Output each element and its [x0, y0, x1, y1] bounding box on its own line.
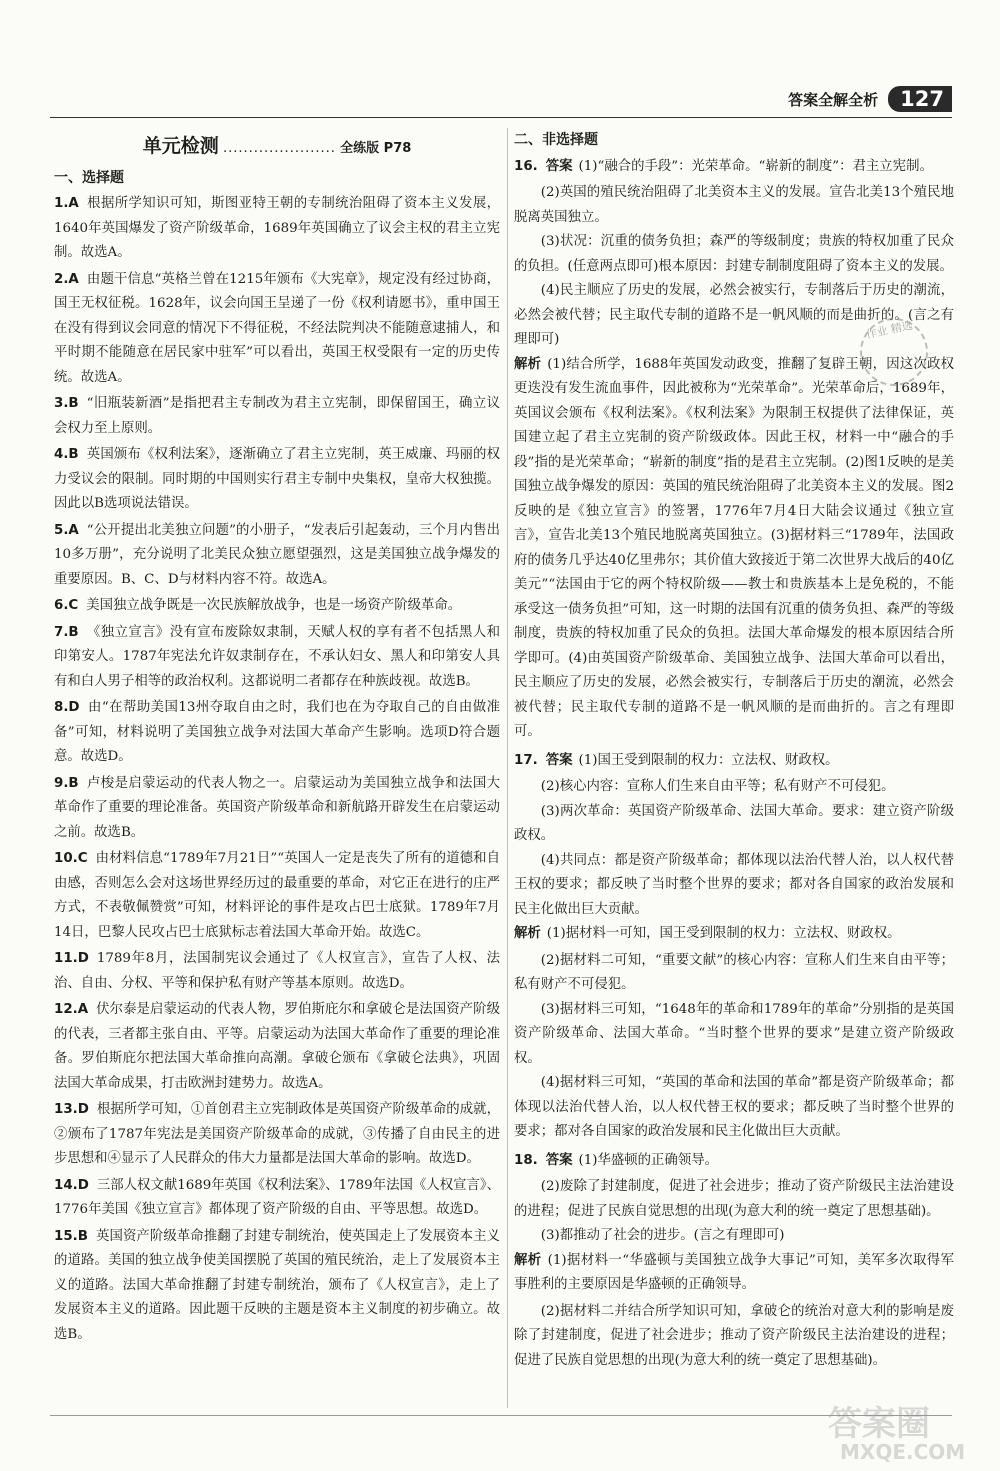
choice-item	[54, 443, 500, 517]
choice-item-number: 12.A	[54, 1002, 89, 1017]
choice-item	[54, 947, 500, 996]
choice-item	[54, 621, 500, 695]
q17-answer-4: (4)共同点：都是资产阶级革命；都体现以法治代替人治，以人权代替王权的要求；都反映了当时整个世界的要求；都对各自国家的政治发展和民主化做出巨大贡献。	[514, 852, 954, 917]
q16-answer-label: 答案	[545, 158, 573, 174]
choice-item	[54, 1225, 500, 1348]
q17-answer-label: 答案	[545, 752, 573, 768]
q18-num: 18.	[514, 1152, 538, 1168]
choice-item-number: 4.B	[54, 447, 79, 462]
choice-item	[54, 1098, 500, 1172]
stamp-text: 作业 精选	[864, 318, 914, 342]
q17-answer-3: (3)两次革命：英国资产阶级革命、法国大革命。要求：建立资产阶级政权。	[514, 803, 954, 843]
choice-item-text: 由题干信息“英格兰曾在1215年颁布《大宪章》，规定没有经过协商，国王无权征税。1628年，议会向国王呈递了一份《权利请愿书》，重申国王在没有得到议会同意的情况下不得征税，不经法院判决不能随意逮捕人，和平时期不能随意在居民家中驻军”可以看出，英国王权受限有一定的历史传统。故选A。	[54, 271, 500, 385]
choice-item-number: 15.B	[54, 1228, 88, 1244]
q18-answer-3: (3)都推动了社会的进步。(言之有理即可)	[540, 1228, 785, 1243]
choice-item-number: 14.D	[54, 1177, 89, 1193]
choice-item	[54, 392, 500, 441]
choice-item-text: 1789年8月，法国制宪议会通过了《人权宣言》，宣告了人权、法治、自由、分权、平等和保护私有财产等基本原则。故选D。	[54, 951, 500, 991]
choice-item-number: 13.D	[54, 1102, 89, 1117]
question-16	[514, 155, 954, 745]
choice-item-number: 6.C	[54, 598, 79, 613]
page-header	[788, 86, 952, 112]
choice-item-number: 11.D	[54, 951, 89, 966]
choice-item-text: “旧瓶装新酒”是指把君主专制改为君主立宪制，即保留国王，确立议会权力至上原则。	[54, 396, 500, 436]
q16-answer-2: (2)英国的殖民统治阻碍了北美资本主义的发展。宣告北美13个殖民地脱离英国独立。	[514, 185, 954, 225]
q17-analysis-3: (3)据材料三可知，“1648年的革命和1789年的革命”分别指的是英国资产阶级革命、法国大革命。“当时整个世界的要求”是建立资产阶级政权。	[514, 1001, 954, 1066]
q16-num: 16.	[514, 158, 538, 174]
choice-item	[54, 696, 500, 770]
choice-item-text: 英国资产阶级革命推翻了封建专制统治，使英国走上了发展资本主义的道路。美国的独立战争使美国摆脱了英国的殖民统治，走上了发展资本主义的道路。法国大革命推翻了封建专制统治，颁布了《人权宣言》，走上了发展资本主义的道路。因此题干反映的主题是资本主义制度的初步确立。故选B。	[54, 1228, 500, 1342]
choice-item-number: 7.B	[54, 624, 79, 640]
choice-item	[54, 772, 500, 846]
q17-analysis-4: (4)据材料三可知，“英国的革命和法国的革命”都是资产阶级革命；都体现以法治代替人治，以人权代替王权的要求；都反映了当时整个世界的要求；都对各自国家的政治发展和民主化做出巨大贡献。	[514, 1075, 954, 1139]
choice-item-number: 2.A	[54, 271, 79, 287]
site-watermark-logo	[820, 1396, 980, 1466]
unit-ref: 全练版 P78	[340, 141, 412, 156]
right-column	[514, 128, 954, 1373]
choice-item-text: 美国独立战争既是一次民族解放战争，也是一场资产阶级革命。	[86, 598, 462, 613]
choice-items	[54, 192, 500, 1347]
choice-item	[54, 594, 500, 619]
site-text: MXQE.COM	[840, 1440, 966, 1464]
unit-title: 单元检测	[142, 135, 219, 157]
page-number: 127	[888, 86, 952, 112]
q18-analysis-label: 解析	[514, 1252, 542, 1268]
choice-item	[54, 192, 500, 266]
logo-text: 答案圈	[828, 1404, 930, 1444]
choice-item-text: 根据所学可知，①首创君主立宪制政体是英国资产阶级革命的成就，②颁布了1787年宪法是美国资产阶级革命的成就，③传播了自由民主的进步思想和④显示了人民群众的伟大力量都是法国大革命的影响。故选D。	[54, 1102, 500, 1166]
choice-item-text: 卢梭是启蒙运动的代表人物之一。启蒙运动为美国独立战争和法国大革命作了重要的理论准备。英国资产阶级革命和新航路开辟发生在启蒙运动之前。故选B。	[54, 775, 500, 840]
q16-answer-3: (3)状况：沉重的债务负担；森严的等级制度；贵族的特权加重了民众的负担。(任意两点即可)根本原因：封建专制制度阻碍了资本主义的发展。	[514, 234, 954, 274]
choice-item-text: 根据所学知识可知，斯图亚特王朝的专制统治阻碍了资本主义发展，1640年英国爆发了资产阶级革命，1689年英国确立了议会主权的君主立宪制。故选A。	[54, 196, 500, 260]
choice-item-number: 8.D	[54, 700, 80, 715]
choice-item	[54, 268, 500, 391]
q18-answer-1: (1)华盛顿的正确领导。	[578, 1152, 718, 1168]
section-title-nonchoice: 二、非选择题	[514, 132, 598, 148]
q18-analysis-1: (1)据材料一“华盛顿与美国独立战争大事记”可知，美军多次取得军事胜利的主要原因是华盛顿的正确领导。	[514, 1252, 954, 1292]
choice-item	[54, 519, 500, 593]
q17-analysis-2: (2)据材料二可知，“重要文献”的核心内容：宣称人们生来自由平等；私有财产不可侵犯。	[514, 952, 954, 992]
header-title: 答案全解全析	[788, 90, 879, 109]
left-column	[54, 128, 500, 1349]
q17-analysis-1: (1)据材料一可知，国王受到限制的权力：立法权、财政权。	[546, 926, 901, 941]
q17-num: 17.	[514, 752, 538, 768]
choice-item-number: 9.B	[54, 775, 79, 791]
choice-item	[54, 1174, 500, 1223]
q18-answer-2: (2)废除了封建制度，促进了社会进步；推动了资产阶级民主法治建设的进程；促进了民族自觉思想的出现(为意大利的统一奠定了思想基础)。	[514, 1179, 954, 1219]
question-17	[514, 749, 954, 1145]
choice-item	[54, 998, 500, 1096]
choice-item-text: 伏尔泰是启蒙运动的代表人物，罗伯斯庇尔和拿破仑是法国资产阶级的代表，三者都主张自由、平等。启蒙运动为法国大革命作了重要的理论准备。罗伯斯庇尔把法国大革命推向高潮。拿破仑颁布《拿破仑法典》，巩固法国大革命成果，打击欧洲封建势力。故选A。	[54, 1002, 500, 1091]
choice-item-text: 由“在帮助美国13州夺取自由之时，我们也在为夺取自己的自由做准备”可知，材料说明了美国独立战争对法国大革命产生影响。选项D符合题意。故选D。	[54, 700, 500, 764]
choice-item-text: “公开提出北美独立问题”的小册子，“发表后引起轰动，三个月内售出10多万册”，充分说明了北美民众独立愿望强烈，这是美国独立战争爆发的重要原因。B、C、D与材料内容不符。故选A。	[54, 522, 500, 587]
q17-answer-1: (1)国王受到限制的权力：立法权、财政权。	[578, 752, 839, 768]
unit-dots: ......................	[222, 141, 336, 156]
choice-item	[54, 847, 500, 945]
q17-analysis-label: 解析	[514, 926, 541, 941]
choice-item-text: 由材料信息“1789年7月21日”“英国人一定是丧失了所有的道德和自由感，否则怎么会对这场世界经历过的最重要的革命，对它正在进行的庄严方式，不表敬佩赞赏”可知，材料评论的事件是攻占巴士底狱。1789年7月14日，巴黎人民攻占巴士底狱标志着法国大革命开始。故选C。	[54, 851, 500, 940]
header-rule	[50, 117, 952, 118]
footer-rule	[50, 1415, 952, 1416]
choice-item-number: 3.B	[54, 396, 79, 411]
choice-item-number: 10.C	[54, 851, 88, 866]
column-divider	[507, 128, 508, 1408]
q16-analysis: (1)结合所学，1688年英国发动政变，推翻了复辟王朝，因这次政权更迭没有发生流血事件，因此被称为“光荣革命”。光荣革命后，1689年，英国议会颁布《权利法案》。《权利法案》为限制王权提供了法律保证，英国建立起了君主立宪制的资产阶级政体。因此王权，材料一中“融合的手段”指的是光荣革命；“崭新的制度”指的是君主立宪制。(2)图1反映的是美国独立战争爆发的原因：英国的殖民统治阻碍了北美资本主义的发展。图2反映的是《独立宣言》的签署，1776年7月4日大陆会议通过《独立宣言》，宣告北美13个殖民地脱离英国独立。(3)据材料三“1789年，法国政府的债务几乎达40亿里弗尔；其价值大致接近于第二次世界大战后的40亿美元”“法国由于它的两个特权阶级——教士和贵族基本上是免税的，不能承受这一债务负担”可知，这一时期的法国有沉重的债务负担、森严的等级制度，贵族的特权加重了民众的负担。法国大革命爆发的根本原因结合所学即可。(4)由英国资产阶级革命、美国独立战争、法国大革命可以看出，民主顺应了历史的发展，必然会被实行，专制落后于历史的潮流，必然会被代替；民主取代专制的道路不是一帆风顺的是而曲折的。言之有理即可。	[514, 356, 955, 739]
q18-analysis-2: (2)据材料二并结合所学知识可知，拿破仑的统治对意大利的影响是废除了封建制度，促进了社会进步；推动了资产阶级民主法治建设的进程；促进了民族自觉思想的出现(为意大利的统一奠定了思想基础)。	[514, 1303, 954, 1368]
q16-answer-4: (4)民主顺应了历史的发展，必然会被实行，专制落后于历史的潮流，必然会被代替；民主取代专制的道路不是一帆风顺的而是曲折的。(言之有理即可)	[514, 283, 954, 347]
unit-heading	[54, 134, 500, 162]
section-title-choice: 一、选择题	[54, 169, 124, 186]
choice-item-number: 1.A	[54, 196, 79, 211]
q16-analysis-label: 解析	[514, 356, 542, 372]
choice-item-text: 三部人权文献1689年英国《权利法案》、1789年法国《人权宣言》、1776年美国《独立宣言》都体现了资产阶级的自由、平等思想。故选D。	[54, 1177, 500, 1217]
choice-item-number: 5.A	[54, 522, 79, 538]
q18-answer-label: 答案	[545, 1152, 573, 1168]
choice-item-text: 英国颁布《权利法案》，逐渐确立了君主立宪制，英王威廉、玛丽的权力受议会的限制。同时期的中国则实行君主专制中央集权，皇帝大权独揽。因此以B选项说法错误。	[54, 447, 500, 511]
q17-answer-2: (2)核心内容：宣称人们生来自由平等；私有财产不可侵犯。	[540, 779, 895, 794]
q16-answer-1: (1)“融合的手段”：光荣革命。“崭新的制度”：君主立宪制。	[578, 158, 933, 174]
choice-item-text: 《独立宣言》没有宣布废除奴隶制，天赋人权的享有者不包括黑人和印第安人。1787年宪法允许奴隶制存在，不承认妇女、黑人和印第安人具有和白人男子相等的政治权利。这都说明二者都存在种族歧视。故选B。	[54, 624, 500, 689]
question-18	[514, 1149, 954, 1374]
